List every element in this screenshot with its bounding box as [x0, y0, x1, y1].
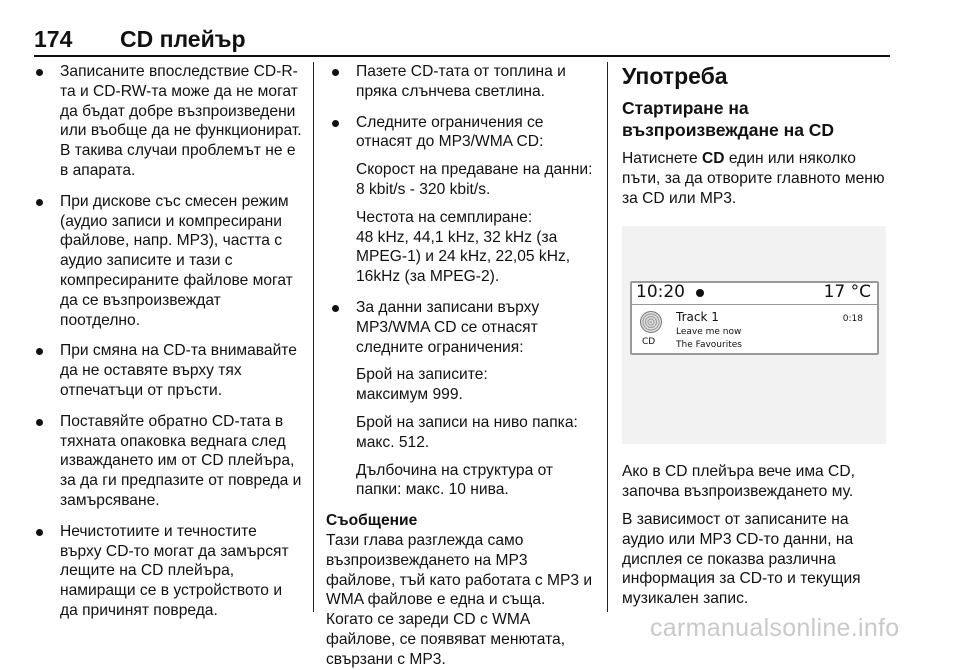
sampling-rate — [356, 208, 594, 287]
display-elapsed-time: 0:18 — [842, 314, 863, 325]
infotainment-display — [630, 281, 879, 355]
track-count-value: максимум 999. — [356, 386, 463, 404]
display-track: Track 1 — [676, 310, 719, 325]
cd-button-label: CD — [701, 150, 725, 167]
paragraph: Ако в CD плейъра вече има CD, започва възпроизвеждането му. — [622, 463, 855, 501]
display-source: CD — [642, 337, 656, 348]
page-title: CD плейър — [120, 26, 246, 52]
display-divider — [632, 304, 877, 305]
note-title: Съобщение — [326, 512, 418, 530]
sampling-rate-label: Честота на семплиране: — [356, 208, 533, 226]
folder-track-limit: Брой на записи на ниво папка: макс. 512. — [356, 413, 578, 451]
list-item: При смяна на CD-та внимавайте да не оставяте върху тях отпечатъци от пръсти. — [30, 341, 302, 400]
display-figure — [622, 226, 886, 444]
page-header — [34, 26, 890, 52]
column-divider-2 — [607, 62, 608, 612]
list-item-text: За данни записани върху MP3/WMA CD се отнасят следните ограничения: — [356, 298, 540, 356]
display-temperature: 17 °C — [823, 282, 871, 303]
display-clock: 10:20 — [636, 282, 685, 303]
header-rule — [34, 55, 890, 57]
status-dot-icon — [696, 289, 704, 297]
list-item-text: Следните ограничения се отнасят до MP3/WMA CD: — [356, 113, 544, 151]
list-item: Поставяйте обратно CD-тата в тяхната опаковка веднага след изваждането им от CD плейъра, за да ги предпазите от повреда и замърсяване. — [30, 412, 302, 511]
track-count-label: Брой на записите: — [356, 366, 488, 384]
list-item — [326, 298, 594, 500]
track-count-limit — [356, 365, 594, 405]
folder-depth-limit: Дълбочина на структура от папки: макс. 10 нива. — [356, 461, 554, 499]
bullet-list — [326, 62, 594, 500]
list-item — [326, 62, 594, 102]
list-item: Записаните впоследствие CD-R-та и CD-RW-та може да не могат да бъдат добре възпроизведени или въобще да не функционират. В такива случаи проблемът не е в апарата. — [30, 62, 302, 181]
page-number: 174 — [34, 26, 73, 52]
intro-paragraph — [622, 149, 887, 208]
column-3 — [622, 62, 887, 617]
intro-text-after: един или няколко пъти, за да отворите главното меню за CD или MP3. — [622, 150, 885, 207]
list-item — [326, 113, 594, 287]
column-divider-1 — [313, 62, 314, 612]
bitrate-limit: Скорост на предаване на данни: 8 kbit/s - 320 kbit/s. — [356, 161, 593, 198]
column-2 — [326, 62, 594, 670]
paragraph: В зависимост от записаните на аудио или MP3 CD-то данни, на дисплея се показва различна информация за CD-то и текущия музикален запис. — [622, 510, 861, 608]
column-1 — [30, 62, 302, 632]
intro-text-before: Натиснете — [622, 150, 702, 167]
display-album: The Favourites — [676, 340, 742, 351]
cd-disc-icon — [640, 311, 662, 333]
bullet-list — [30, 62, 302, 621]
list-item-text: Пазете CD-тата от топлина и пряка слънчева светлина. — [356, 63, 566, 100]
list-item: Нечистотиите и течностите върху CD-то могат да замърсят лещите на CD плейъра, намиращи се в устройството и да причинят повреда. — [30, 522, 302, 621]
watermark: carmanualsonline.info — [650, 614, 900, 642]
section-heading: Употреба — [622, 63, 728, 89]
display-artist: Leave me now — [676, 327, 742, 338]
list-item: При дискове със смесен режим (аудио записи и компресирани файлове, напр. MP3), частта с аудио записите и тази с компресираните файлове могат да се възпроизвеждат поотделно. — [30, 192, 302, 331]
section-subheading: Стартиране на възпроизвеждане на CD — [622, 98, 835, 140]
sampling-rate-values: 48 kHz, 44,1 kHz, 32 kHz (за MPEG-1) и 24 kHz, 22,05 kHz, 16kHz (за MPEG-2). — [356, 228, 571, 286]
note-text: Тази глава разглежда само възпроизвеждането на MP3 файлове, тъй като работата с MP3 и WMA файлове е една и съща. Когато се зареди CD с WMA файлове, се появяват менютата, свързани с MP3. — [326, 531, 593, 668]
